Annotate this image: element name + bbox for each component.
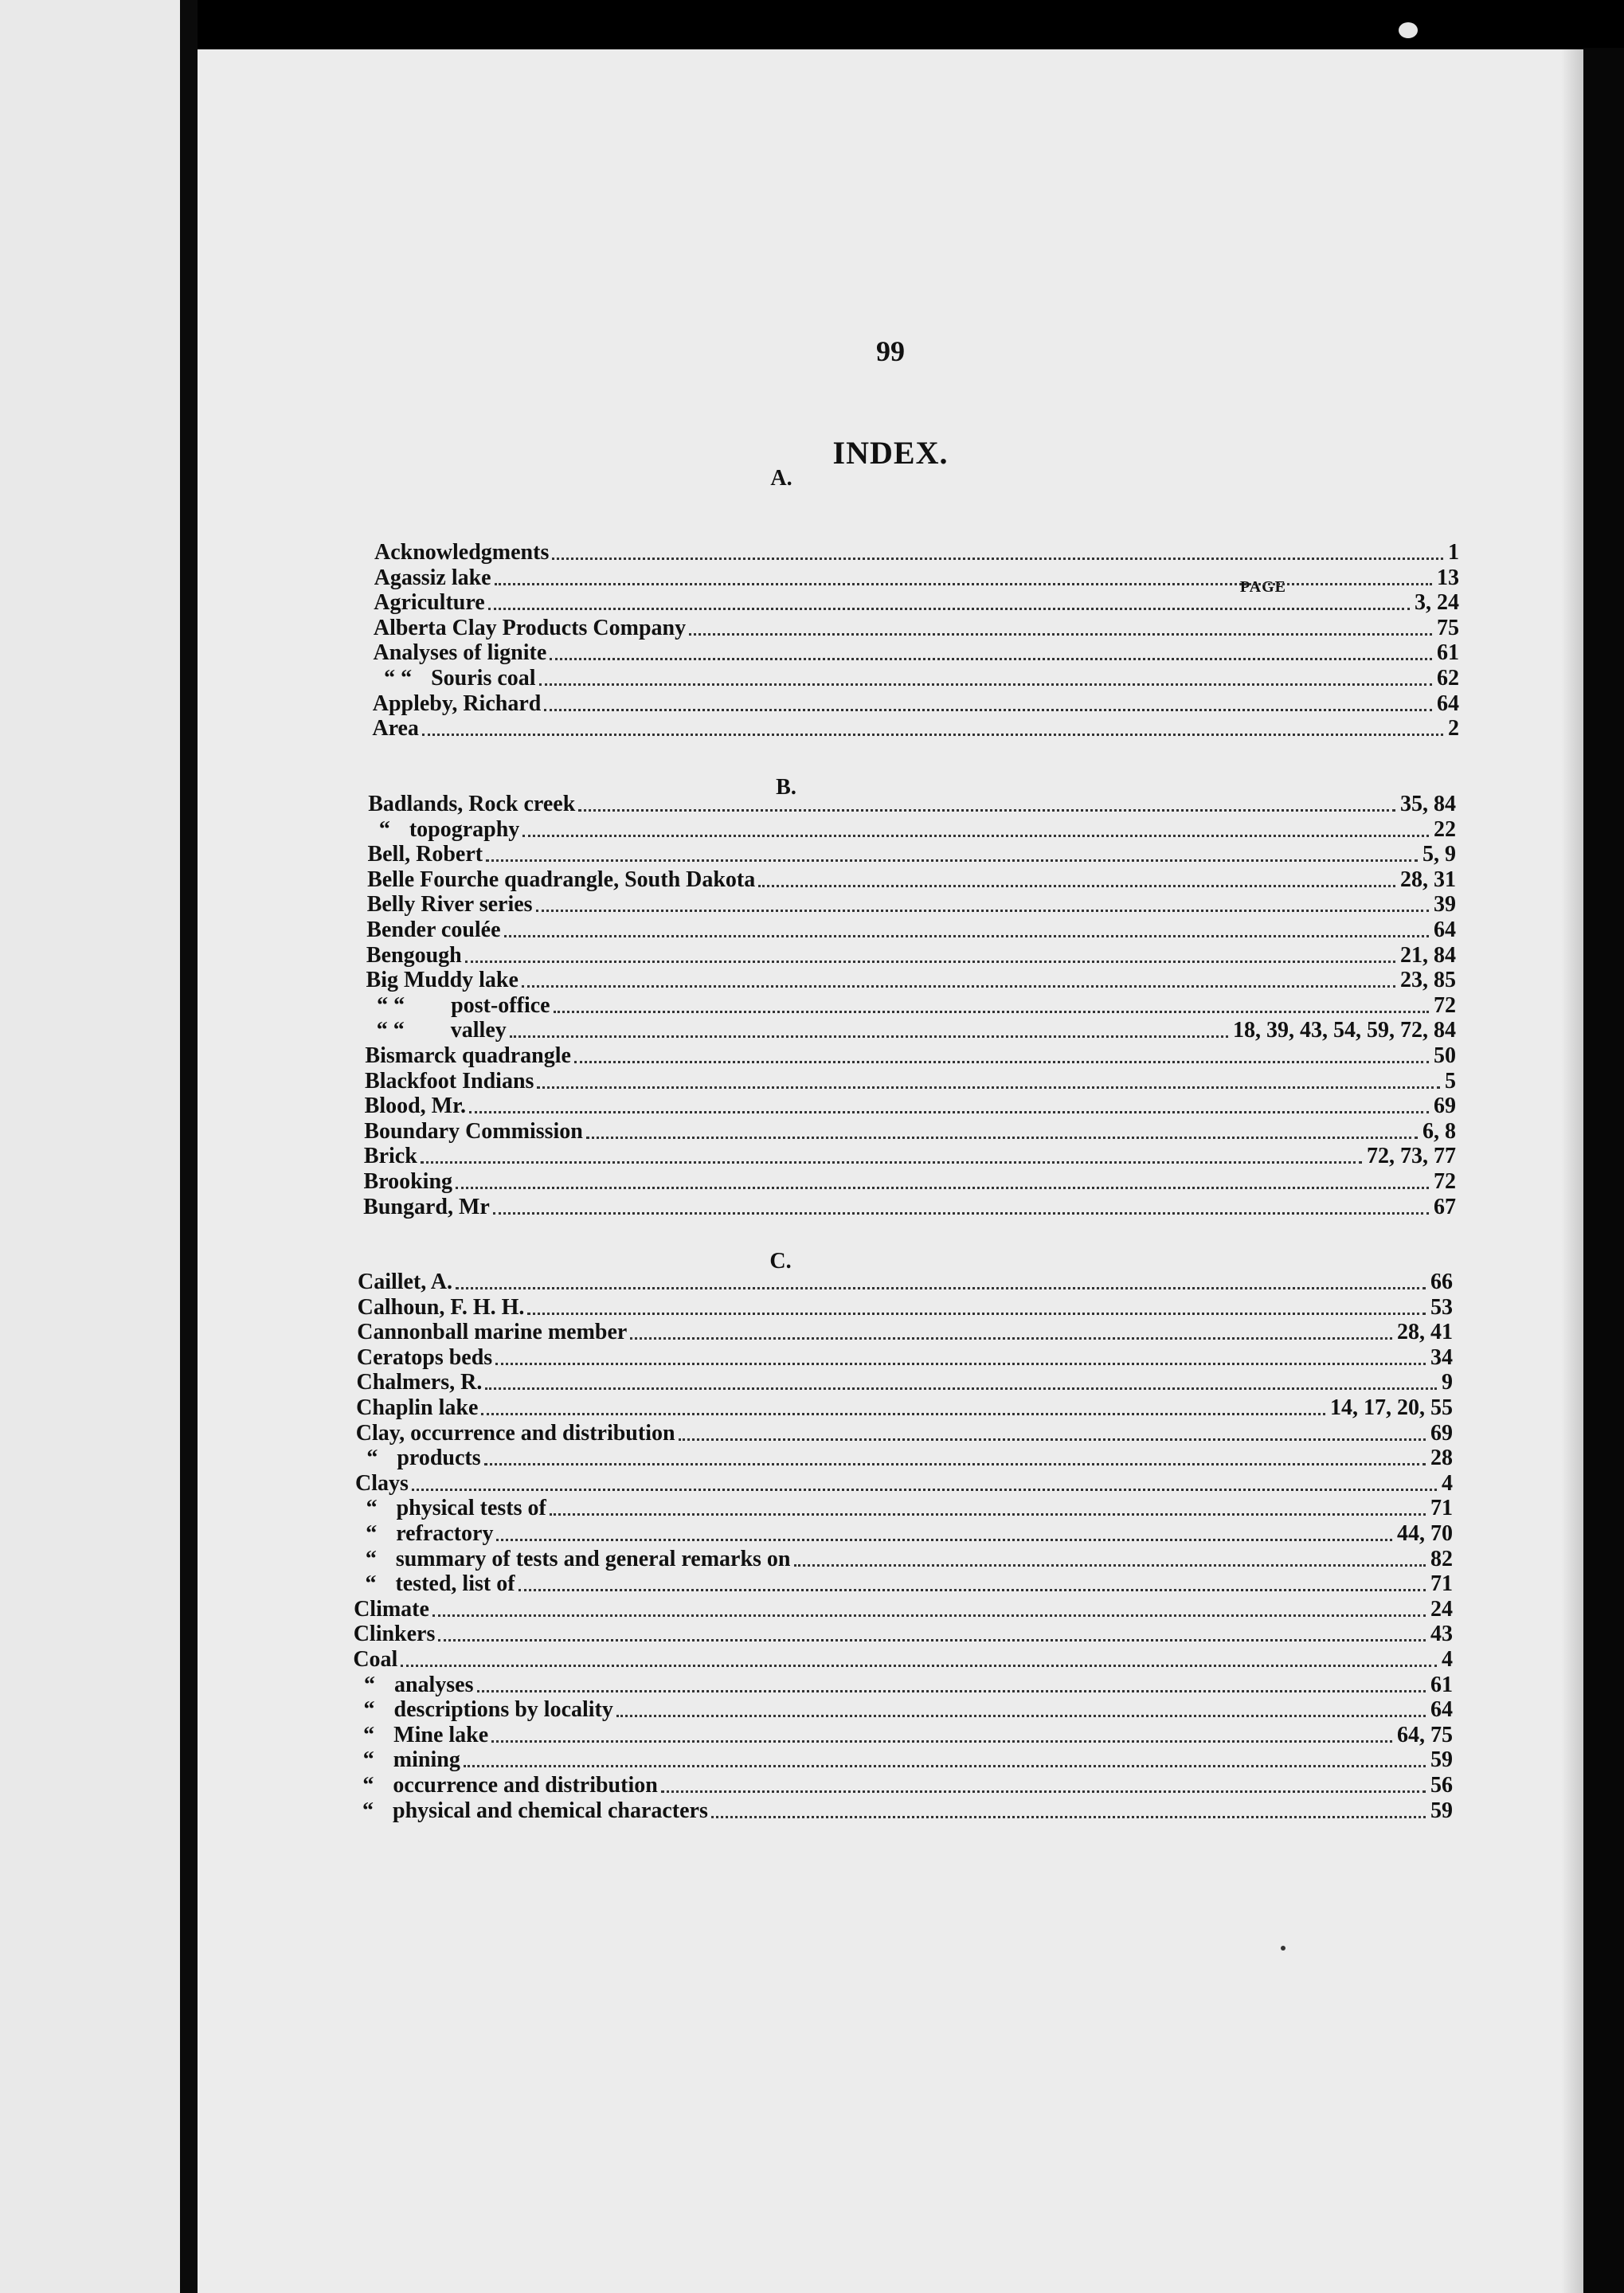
- entry-text: physical and chemical characters: [393, 1798, 708, 1823]
- entry-label: [355, 1472, 409, 1496]
- entry-text: mining: [393, 1747, 460, 1773]
- entry-text: summary of tests and general remarks on: [395, 1546, 791, 1571]
- entry-text: Caillet, A.: [358, 1270, 452, 1294]
- entry-text: occurrence and distribution: [393, 1773, 658, 1798]
- index-entry: [355, 1445, 1454, 1470]
- book-gutter: [180, 0, 198, 2293]
- index-entry: [352, 1747, 1454, 1772]
- entry-label: [367, 843, 483, 867]
- entry-text: Belly River series: [366, 892, 533, 918]
- dot-leader: [679, 1432, 1426, 1441]
- entry-page-numbers: 39: [1433, 892, 1456, 918]
- entry-page-numbers: 56: [1430, 1773, 1453, 1798]
- entry-text: products: [397, 1446, 481, 1471]
- dot-leader: [689, 627, 1432, 636]
- dot-leader: [550, 652, 1432, 660]
- entry-text: Agriculture: [374, 590, 485, 616]
- dot-leader: [469, 1105, 1429, 1113]
- entry-label: [374, 616, 686, 640]
- entry-label: [353, 1698, 613, 1722]
- dot-leader: [486, 853, 1418, 862]
- index-entry: [366, 992, 1458, 1018]
- entry-label: [354, 1622, 436, 1646]
- index-entry: [367, 891, 1458, 917]
- page-title: INDEX.: [832, 435, 949, 471]
- scan-border: [1583, 48, 1624, 2293]
- index-entry: [374, 589, 1461, 615]
- index-entry: [364, 1118, 1458, 1144]
- entry-page-numbers: 6, 8: [1422, 1118, 1456, 1144]
- index-entry: [355, 1495, 1454, 1520]
- index-entry: [372, 715, 1461, 741]
- ditto-mark: “: [362, 1798, 374, 1823]
- index-entry: [354, 1571, 1454, 1596]
- dot-leader: [522, 979, 1395, 988]
- dot-leader: [491, 1734, 1392, 1743]
- dot-leader: [574, 1055, 1429, 1063]
- index-entry: [368, 816, 1458, 842]
- entry-page-numbers: 62: [1436, 666, 1459, 691]
- entry-label: [365, 1070, 534, 1094]
- entry-text: Ceratops beds: [356, 1344, 493, 1370]
- entry-page-numbers: 72: [1433, 992, 1456, 1018]
- entry-text: Bell, Robert: [367, 842, 483, 867]
- index-entry: [355, 1470, 1454, 1496]
- entry-label: [364, 1145, 417, 1168]
- index-entry: [364, 1168, 1458, 1194]
- index-entry: [365, 1093, 1458, 1118]
- entry-text: valley: [450, 1018, 507, 1043]
- entry-page-numbers: 69: [1433, 1094, 1456, 1119]
- entry-label: [365, 1094, 466, 1118]
- index-entry: [364, 1143, 1458, 1168]
- entry-label: [351, 1799, 708, 1823]
- index-entry: [354, 1520, 1454, 1546]
- entry-page-numbers: 5: [1444, 1068, 1456, 1094]
- entry-label: [364, 1120, 583, 1144]
- entry-label: [374, 591, 484, 615]
- entry-page-numbers: 18, 39, 43, 54, 59, 72, 84: [1232, 1018, 1456, 1043]
- index-entry: [365, 1068, 1458, 1094]
- entry-text: Clay, occurrence and distribution: [355, 1420, 675, 1446]
- entry-page-numbers: 22: [1433, 816, 1456, 842]
- facing-page: [0, 0, 180, 2293]
- entry-page-numbers: 64, 75: [1396, 1722, 1453, 1747]
- entry-page-numbers: 72, 73, 77: [1366, 1144, 1456, 1169]
- dot-leader: [456, 1281, 1426, 1289]
- ditto-mark: “: [378, 816, 390, 842]
- section-letter: C.: [769, 1249, 792, 1274]
- entry-text: Souris coal: [431, 666, 536, 691]
- index-entry: [365, 1043, 1458, 1068]
- dot-leader: [616, 1708, 1426, 1717]
- entry-page-numbers: 64: [1436, 691, 1459, 716]
- index-entry: [373, 665, 1461, 691]
- dot-leader: [422, 727, 1443, 736]
- dot-leader: [421, 1155, 1362, 1164]
- entry-label: [367, 868, 755, 892]
- index-entry: [354, 1596, 1454, 1622]
- entry-text: Bungard, Mr: [363, 1194, 490, 1219]
- entry-label: [356, 1396, 478, 1420]
- index-entry: [358, 1269, 1454, 1294]
- entry-label: [366, 994, 550, 1018]
- page-column-header: PAGE: [1239, 578, 1286, 596]
- entry-page-numbers: 72: [1433, 1169, 1456, 1194]
- index-entry: [367, 867, 1458, 892]
- entry-label: [364, 1170, 453, 1194]
- entry-page-numbers: 5, 9: [1422, 842, 1456, 867]
- index-entry: [368, 791, 1458, 816]
- entry-label: [366, 918, 500, 942]
- entry-page-numbers: 50: [1433, 1043, 1456, 1068]
- index-entry: [358, 1294, 1454, 1320]
- entry-text: tested, list of: [395, 1571, 515, 1597]
- entry-text: Acknowledgments: [374, 540, 550, 565]
- ditto-mark: “: [366, 1446, 378, 1471]
- entry-page-numbers: 69: [1430, 1420, 1453, 1446]
- entry-label: [358, 1296, 525, 1320]
- ditto-mark: “: [366, 1496, 378, 1521]
- entry-text: Clinkers: [353, 1622, 436, 1647]
- entry-page-numbers: 21, 84: [1399, 942, 1456, 968]
- entry-page-numbers: 66: [1430, 1270, 1453, 1294]
- entry-text: Mine lake: [393, 1722, 489, 1747]
- dot-leader: [432, 1608, 1426, 1617]
- entry-label: [366, 944, 462, 968]
- entry-label: [373, 692, 542, 716]
- entry-label: [366, 968, 519, 992]
- entry-label: [374, 566, 491, 590]
- section-letter: B.: [776, 775, 796, 800]
- ditto-mark: “: [363, 1672, 375, 1697]
- entry-page-numbers: 14, 17, 20, 55: [1329, 1395, 1453, 1420]
- dot-leader: [438, 1633, 1426, 1641]
- entry-page-numbers: 67: [1433, 1194, 1456, 1219]
- dot-leader: [586, 1130, 1418, 1139]
- entry-page-numbers: 2: [1447, 716, 1459, 742]
- dot-leader: [550, 1507, 1426, 1516]
- entry-text: descriptions by locality: [393, 1697, 613, 1723]
- index-entry: [356, 1369, 1454, 1395]
- entry-text: Badlands, Rock creek: [368, 792, 576, 816]
- entry-text: Appleby, Richard: [372, 691, 542, 716]
- index-entry: [374, 615, 1461, 640]
- index-entry: [367, 841, 1458, 867]
- dot-leader: [536, 903, 1429, 912]
- entry-text: Blood, Mr.: [364, 1094, 466, 1119]
- ditto-mark: “: [362, 1773, 374, 1798]
- entry-label: [352, 1724, 488, 1747]
- entry-label: [374, 541, 549, 565]
- entry-text: refractory: [396, 1521, 494, 1546]
- entry-text: Clays: [354, 1470, 409, 1496]
- entry-text: Area: [372, 716, 419, 742]
- page-number: 99: [876, 335, 905, 367]
- entry-page-numbers: 59: [1430, 1798, 1453, 1823]
- entry-text: Chaplin lake: [356, 1395, 479, 1420]
- index-page: [198, 49, 1583, 2293]
- entry-label: [368, 792, 575, 816]
- index-entry: [366, 942, 1458, 968]
- dot-leader: [544, 702, 1432, 711]
- entry-page-numbers: 24: [1430, 1596, 1453, 1622]
- entry-text: topography: [409, 816, 520, 842]
- entry-text: Coal: [353, 1647, 398, 1672]
- index-entry: [363, 1194, 1458, 1219]
- dot-leader: [456, 1180, 1429, 1189]
- entry-page-numbers: 34: [1430, 1344, 1453, 1370]
- entry-page-numbers: 13: [1436, 565, 1459, 590]
- entry-label: [358, 1270, 452, 1294]
- entry-text: Brooking: [363, 1169, 453, 1194]
- ink-speck: [1281, 1946, 1286, 1951]
- dot-leader: [758, 878, 1395, 887]
- section-letter: A.: [770, 466, 792, 491]
- dot-leader: [510, 1029, 1228, 1038]
- index-entry: [352, 1722, 1454, 1747]
- entry-page-numbers: 64: [1433, 918, 1456, 942]
- ditto-mark: “ “: [377, 992, 405, 1018]
- dot-leader: [519, 1583, 1426, 1591]
- entry-text: Boundary Commission: [364, 1118, 583, 1144]
- entry-page-numbers: 61: [1430, 1672, 1453, 1697]
- ditto-mark: “: [365, 1546, 377, 1571]
- index-entry: [356, 1395, 1454, 1420]
- entry-text: Climate: [354, 1596, 429, 1622]
- index-entry: [366, 1017, 1458, 1043]
- dot-leader: [578, 803, 1395, 812]
- entry-page-numbers: 59: [1430, 1747, 1453, 1773]
- ditto-mark: “: [363, 1697, 375, 1723]
- entry-label: [351, 1774, 657, 1798]
- entry-page-numbers: 75: [1436, 615, 1459, 640]
- entry-page-numbers: 23, 85: [1399, 968, 1456, 993]
- entry-page-numbers: 28, 41: [1396, 1320, 1453, 1345]
- entry-page-numbers: 4: [1441, 1470, 1453, 1496]
- entry-page-numbers: 3, 24: [1414, 590, 1459, 616]
- entry-label: [355, 1497, 546, 1520]
- entry-text: Cannonball marine member: [357, 1320, 628, 1345]
- entry-text: Big Muddy lake: [366, 968, 519, 993]
- entry-label: [367, 893, 533, 917]
- entry-page-numbers: 28, 31: [1399, 867, 1456, 892]
- dot-leader: [401, 1658, 1437, 1667]
- index-entry: [373, 691, 1461, 716]
- dot-leader: [794, 1558, 1426, 1567]
- dot-leader: [527, 1306, 1426, 1315]
- entry-label: [354, 1522, 493, 1546]
- ditto-mark: “: [366, 1521, 378, 1546]
- index-entry: [356, 1420, 1454, 1446]
- entry-label: [365, 1044, 571, 1068]
- entry-page-numbers: 1: [1448, 540, 1459, 565]
- index-entry: [366, 917, 1458, 942]
- ditto-mark: “: [362, 1747, 374, 1773]
- dot-leader: [495, 1356, 1426, 1365]
- dot-leader: [484, 1457, 1426, 1465]
- dot-leader: [477, 1684, 1426, 1692]
- ditto-mark: “: [363, 1722, 375, 1747]
- dot-leader: [504, 929, 1429, 937]
- dot-leader: [464, 1759, 1426, 1767]
- entry-label: [354, 1548, 791, 1571]
- entry-page-numbers: 35, 84: [1399, 792, 1456, 816]
- ditto-mark: “: [365, 1571, 377, 1597]
- index-entry: [353, 1696, 1454, 1722]
- dot-leader: [630, 1331, 1392, 1340]
- entry-text: physical tests of: [396, 1496, 546, 1521]
- entry-page-numbers: 61: [1436, 640, 1459, 666]
- entry-label: [355, 1446, 480, 1470]
- entry-text: Bismarck quadrangle: [365, 1043, 571, 1068]
- entry-label: [357, 1321, 627, 1344]
- entry-text: analyses: [393, 1672, 474, 1697]
- dot-leader: [488, 601, 1410, 610]
- entry-page-numbers: 53: [1430, 1294, 1453, 1320]
- index-entry: [357, 1319, 1454, 1344]
- dot-leader: [711, 1810, 1426, 1818]
- entry-page-numbers: 43: [1430, 1622, 1453, 1647]
- index-entry: [374, 539, 1461, 565]
- index-entry: [353, 1672, 1454, 1697]
- entry-text: Blackfoot Indians: [365, 1068, 534, 1094]
- ditto-mark: “ “: [376, 1018, 405, 1043]
- entry-text: Alberta Clay Products Company: [373, 615, 687, 640]
- entry-page-numbers: 71: [1430, 1571, 1453, 1597]
- dot-leader: [661, 1784, 1426, 1793]
- dot-leader: [496, 1532, 1392, 1541]
- entry-text: Bender coulée: [366, 918, 501, 942]
- entry-label: [366, 1019, 507, 1043]
- index-entry: [351, 1772, 1454, 1798]
- dot-leader: [522, 828, 1429, 837]
- dot-leader: [485, 1381, 1437, 1390]
- entry-label: [357, 1346, 492, 1370]
- index-entry: [354, 1621, 1454, 1646]
- dot-leader: [495, 577, 1432, 585]
- entry-label: [363, 1195, 490, 1219]
- entry-label: [356, 1371, 482, 1395]
- dot-leader: [481, 1407, 1325, 1415]
- entry-label: [353, 1648, 397, 1672]
- entry-label: [373, 667, 535, 691]
- index-entry: [366, 967, 1458, 992]
- index-entry: [374, 565, 1461, 590]
- entry-page-numbers: 4: [1441, 1647, 1453, 1672]
- dot-leader: [537, 1080, 1440, 1089]
- entry-page-numbers: 82: [1430, 1546, 1453, 1571]
- index-entry: [351, 1798, 1454, 1823]
- ditto-mark: “ “: [384, 666, 413, 691]
- entry-text: Agassiz lake: [374, 565, 491, 590]
- entry-label: [368, 818, 519, 842]
- entry-text: Analyses of lignite: [373, 640, 547, 666]
- index-entry: [354, 1546, 1454, 1571]
- entry-page-numbers: 9: [1441, 1370, 1453, 1395]
- dot-leader: [552, 551, 1443, 560]
- index-entry: [373, 640, 1461, 665]
- entry-label: [373, 641, 546, 665]
- entry-text: Chalmers, R.: [356, 1370, 483, 1395]
- entry-label: [354, 1572, 515, 1596]
- entry-text: Calhoun, F. H. H.: [357, 1294, 525, 1320]
- entry-label: [352, 1748, 460, 1772]
- dot-leader: [539, 677, 1432, 686]
- dot-leader: [554, 1004, 1429, 1013]
- dot-leader: [493, 1206, 1429, 1215]
- entry-label: [372, 717, 419, 741]
- page-edge-shadow: [1561, 49, 1583, 2293]
- entry-label: [356, 1422, 675, 1446]
- index-entry: [353, 1646, 1454, 1672]
- entry-page-numbers: 64: [1430, 1697, 1453, 1723]
- index-entry: [357, 1344, 1454, 1370]
- entry-text: post-office: [451, 992, 550, 1018]
- dot-leader: [412, 1482, 1437, 1491]
- entry-page-numbers: 44, 70: [1396, 1521, 1453, 1546]
- entry-text: Brick: [363, 1144, 417, 1169]
- dot-leader: [465, 954, 1395, 963]
- entry-page-numbers: 71: [1430, 1496, 1453, 1521]
- entry-text: Belle Fourche quadrangle, South Dakota: [367, 867, 756, 892]
- entry-page-numbers: 28: [1430, 1446, 1453, 1471]
- scan-blemish: [1399, 22, 1418, 38]
- entry-label: [354, 1598, 429, 1622]
- entry-text: Bengough: [366, 942, 462, 968]
- entry-label: [353, 1673, 474, 1697]
